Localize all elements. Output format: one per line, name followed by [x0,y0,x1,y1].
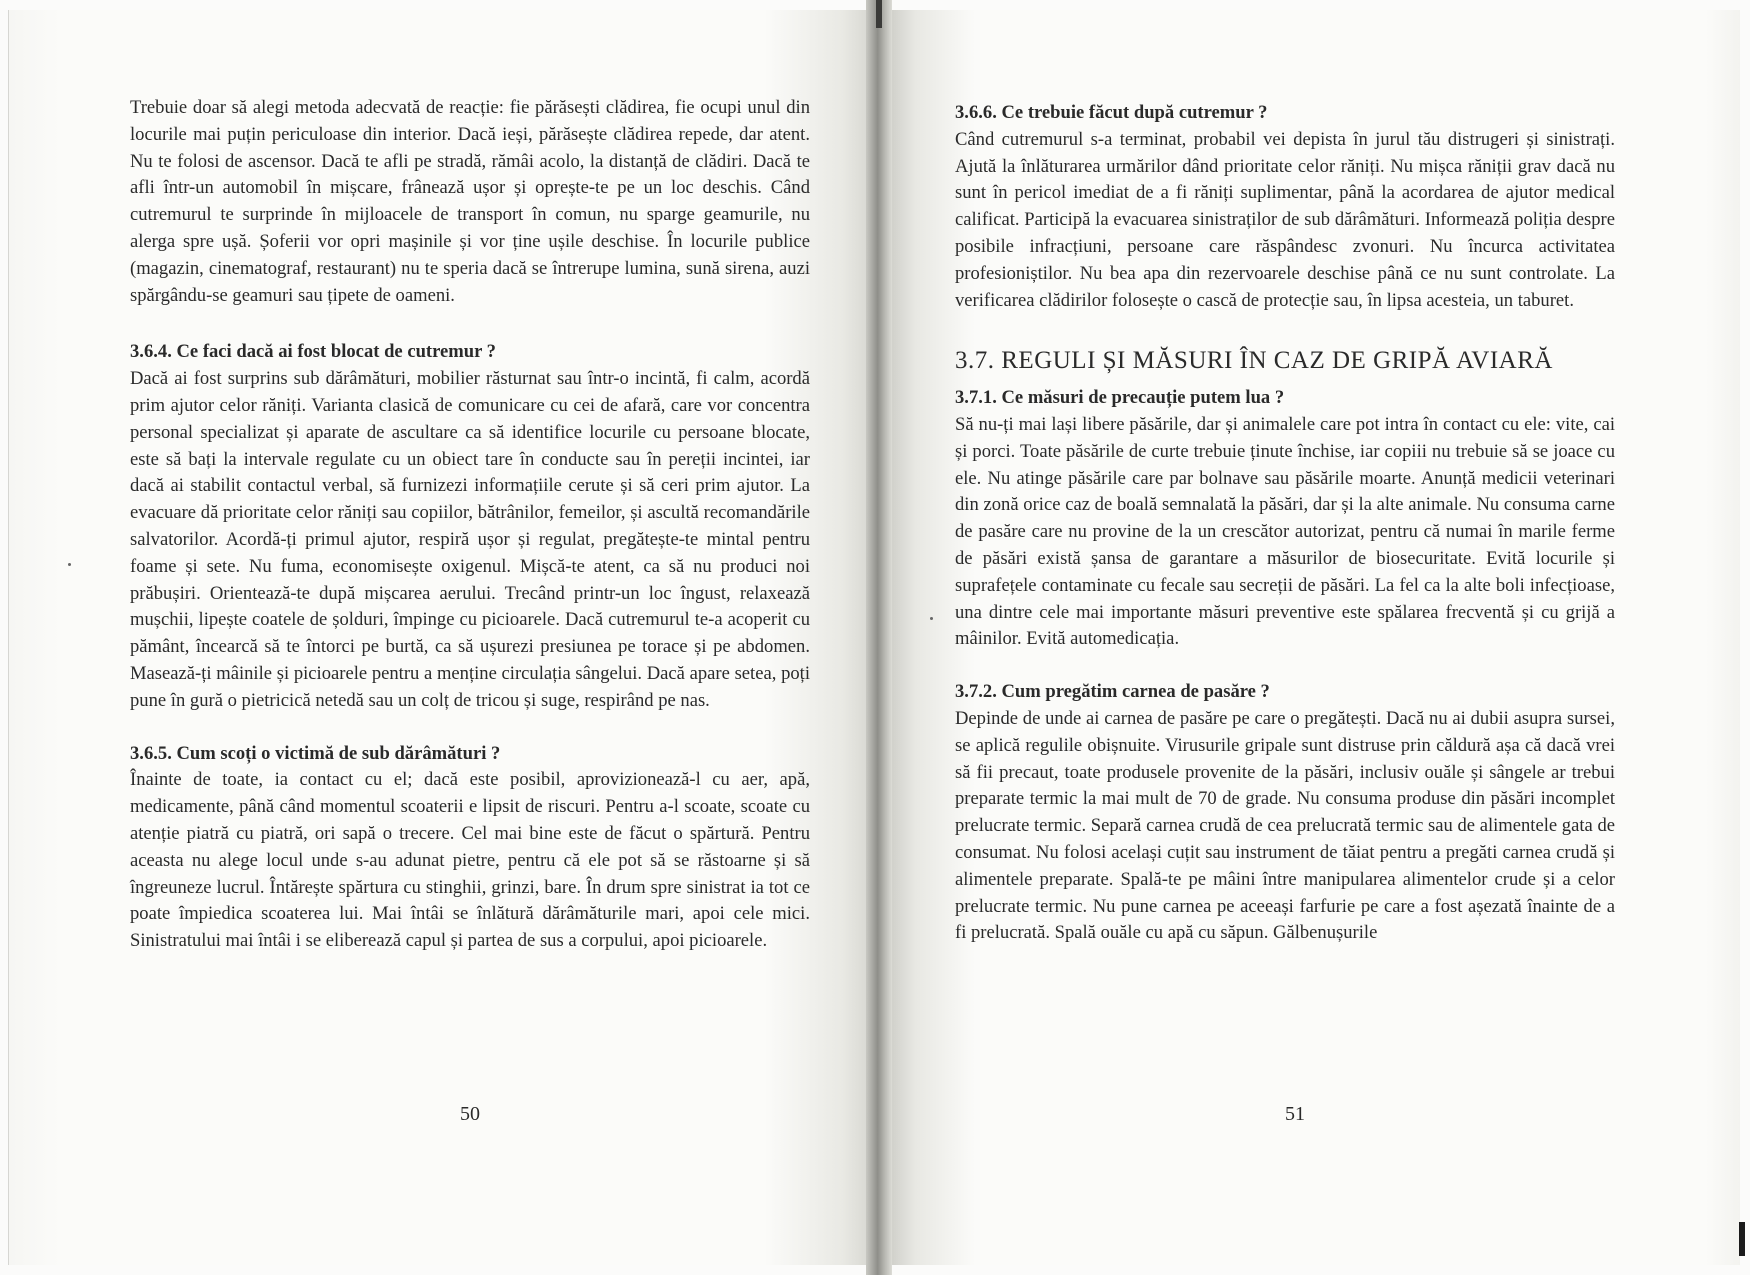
page-number-right: 51 [1285,1103,1305,1125]
heading-3-7-1: 3.7.1. Ce măsuri de precauție putem lua ? [955,387,1285,409]
heading-3-6-6: 3.6.6. Ce trebuie făcut după cutremur ? [955,102,1268,123]
margin-dot [68,563,71,566]
heading-3-7: 3.7. REGULI ȘI MĂSURI ÎN CAZ DE GRIPĂ AVIARĂ [955,347,1553,375]
heading-3-7-2: 3.7.2. Cum pregătim carnea de pasăre ? [955,681,1270,703]
heading-3-6-5: 3.6.5. Cum scoți o victimă de sub dărâmături ? [130,742,501,764]
margin-dot [930,617,933,620]
scan-edge-mark [1739,1222,1745,1256]
paragraph-3-7-2: Depinde de unde ai carnea de pasăre pe care o pregătești. Dacă nu ai dubii asupra sursei, se aplică regulile obișnuite. Virusurile gripale sunt distruse prin căldură așa că dacă vrei să fii precaut, toate produsele provenite de la păsări, inclusiv ouăle și sângele ar trebui preparate termic la mai mult de 70 de grade. Nu consuma produse din păsări incomplet prelucrate termic. Separă carnea crudă de cea prelucrată termic sau de alimentele gata de consumat. Nu folosi același cuțit sau instrument de tăiat pentru a pregăti carnea crudă și alimentele preparate. Spală-te pe mâini între manipularea alimentelor crude și a celor prelucrate termic. Nu pune carnea pe aceeași farfurie pe care a fost așezată înainte de a fi prelucrată. Spală ouăle cu apă cu săpun. Gălbenușurile [955,707,1615,944]
paragraph-3-6-6: Când cutremurul s-a terminat, probabil vei depista în jurul tău distrugeri și sinistrați. Ajută la înlăturarea urmărilor dând prioritate celor răniți. Nu mișca răniții grav dacă nu sunt în pericol imediat de a fi răniți suplimentar, până la acordarea de ajutor medical calificat. Participă la evacuarea sinistraților de sub dărâmături. Informează poliția despre posibile infracțiuni, persoane care răspândesc zvonuri. Nu încurca activitatea profesioniștilor. Nu bea apa din rezervoarele deschise până ce nu sunt controlate. La verificarea clădirilor folosește o cască de protecție sau, în lipsa acesteia, un taburet. [955,128,1615,311]
page-number-left: 50 [460,1103,480,1125]
gutter-shadow [876,0,882,28]
right-page-text [955,100,1615,947]
paragraph-3-7-1: Să nu-ți mai lași libere păsările, dar și animalele care pot intra în contact cu ele: vite, cai și porci. Toate păsările de curte trebuie ținute închise, iar copiii nu trebuie să se joace cu ele. Nu atinge păsările care par bolnave sau păsările moarte. Anunță medicii veterinari din zonă orice caz de boală semnalată la păsări, dar și la alte animale. Nu consuma carne de pasăre care nu provine de la un crescător autorizat, pentru că numai în marile ferme de păsări există șansa de garantare a măsurilor de biosecuritate. Evită locurile și suprafețele contaminate cu fecale sau secreții de păsări. La fel ca la alte boli infecțioase, una dintre cele mai importante măsuri preventive este spălarea frecventă și cu grijă a mâinilor. Evită automedicația. [955,413,1615,650]
paragraph-3-6-4: Dacă ai fost surprins sub dărâmături, mobilier răsturnat sau într-o incintă, fi calm, acordă prim ajutor celor răniți. Varianta clasică de comunicare cu cei de afară, care vor concentra personal specializat și aparate de ascultare ca să identifice locurile cu persoane blocate, este să bați la intervale regulate cu un obiect tare în conducte sau în pereții incintei, iar dacă ai stabilit contactul verbal, să furnizezi informațiile cerute și să ceri prim ajutor. La evacuare dă prioritate celor răniți sau copiilor, bătrânilor, femeilor, și ascultă recomandările salvatorilor. Acordă-ți primul ajutor, respiră ușor și regulat, pregătește-te mintal pentru foame și sete. Nu fuma, economisește oxigenul. Mișcă-te atent, ca să nu produci noi prăbușiri. Orientează-te după mișcarea aerului. Trecând printr-un loc îngust, relaxează mușchii, lipește coatele de șolduri, împinge cu picioarele. Dacă cutremurul te-a acoperit cu pământ, încearcă să te întorci pe burtă, ca să ușurezi presiunea pe torace și pe abdomen. Masează-ți mâinile și picioarele pentru a menține circulația sângelui. Dacă apare setea, poți pune în gură o pietricică netedă sau un colț de tricou și suge, respirând pe nas. [130,368,810,711]
heading-3-6-4: 3.6.4. Ce faci dacă ai fost blocat de cutremur ? [130,341,496,363]
left-page-text [130,95,810,955]
book-gutter [866,0,892,1275]
paragraph-3-6-5: Înainte de toate, ia contact cu el; dacă este posibil, aprovizionează-l cu aer, apă, medicamente, până când momentul scoaterii e lipsit de riscuri. Pentru a-l scoate, scoate cu atenție piatră cu piatră, ori sapă o trecere. Cel mai bine este de făcut o spărtură. Pentru aceasta nu alege locul unde s-au adunat pietre, pentru că ele pot să se răstoarne și să îngreuneze lucrul. Întărește spărtura cu stinghii, grinzi, bare. În drum spre sinistrat ia tot ce poate împiedica scoaterea lui. Mai întâi se înlătură dărâmăturile mari, apoi cele mici. Sinistratului mai întâi i se eliberează capul și partea de sus a corpului, apoi picioarele. [130,769,810,952]
paragraph-intro: Trebuie doar să alegi metoda adecvată de reacție: fie părăsești clădirea, fie ocupi unul din locurile mai puțin periculoase din interior. Dacă ieși, părăsește clădirea repede, dar atent. Nu te folosi de ascensor. Dacă te afli pe stradă, rămâi acolo, la distanță de clădiri. Dacă te afli într-un automobil în mișcare, frânează ușor și oprește-te pe un loc deschis. Când cutremurul te surprinde în mijloacele de transport în comun, nu sparge geamurile, nu alerga spre ușă. Șoferii vor opri mașinile și vor ține ușile deschise. În locurile publice (magazin, cinematograf, restaurant) nu te speria dacă se întrerupe lumina, sună sirena, auzi spărgându-se geamuri sau țipete de oameni. [130,97,810,306]
